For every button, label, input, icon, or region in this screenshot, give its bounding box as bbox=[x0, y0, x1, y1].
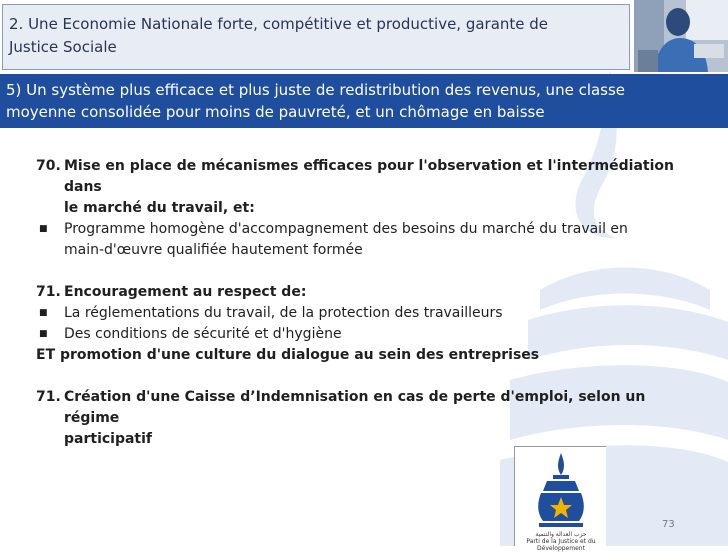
spacer bbox=[36, 261, 696, 282]
banner-line2: moyenne consolidée pour moins de pauvreté, et un chômage en baisse bbox=[6, 103, 545, 121]
square-bullet-icon: ■ bbox=[39, 329, 48, 339]
logo-caption-ar: حزب العدالة والتنمية bbox=[535, 531, 587, 538]
page-number: 73 bbox=[662, 519, 675, 530]
logo-caption-fr: Parti de la Justice et du Développement bbox=[526, 538, 596, 552]
bullet-text-line2: main-d'œuvre qualifiée hautement formée bbox=[64, 242, 363, 258]
item-text bbox=[64, 156, 696, 219]
item-footer-text: ET promotion d'une culture du dialogue au sein des entreprises bbox=[36, 347, 540, 363]
worker-photo-icon bbox=[634, 0, 728, 72]
lamp-logo-icon bbox=[515, 447, 607, 531]
logo-caption bbox=[515, 531, 607, 552]
item-text-line2: participatif bbox=[64, 431, 153, 447]
item-text-line1: Création d'une Caisse d’Indemnisation en cas de perte d'emploi, selon un régime bbox=[64, 389, 646, 426]
list-item-71b bbox=[36, 387, 696, 450]
bullet-item bbox=[36, 303, 696, 324]
slide-title-line1: 2. Une Economie Nationale forte, compétitive et productive, garante de bbox=[9, 15, 549, 33]
list-item-71 bbox=[36, 282, 696, 303]
header-photo bbox=[634, 0, 728, 72]
slide-content bbox=[36, 156, 696, 450]
bullet-item bbox=[36, 324, 696, 345]
section-banner bbox=[0, 74, 728, 128]
square-bullet-icon: ■ bbox=[39, 308, 48, 318]
bullet-text: La réglementations du travail, de la protection des travailleurs bbox=[64, 305, 503, 321]
square-bullet-icon: ■ bbox=[39, 224, 48, 234]
bullet-text-line1: Programme homogène d'accompagnement des besoins du marché du travail en bbox=[64, 221, 628, 237]
item-number: 71. bbox=[36, 284, 61, 300]
party-logo bbox=[514, 446, 606, 552]
slide-title-box bbox=[2, 4, 630, 70]
item-number: 71. bbox=[36, 389, 61, 405]
item-text-line1: Mise en place de mécanismes efficaces pour l'observation et l'intermédiation dans bbox=[64, 158, 674, 195]
item-text: Encouragement au respect de: bbox=[64, 284, 307, 300]
bullet-text bbox=[64, 219, 628, 261]
banner-line1: 5) Un système plus efficace et plus juste de redistribution des revenus, une classe bbox=[6, 81, 626, 99]
item-number: 70. bbox=[36, 158, 61, 174]
bullet-item bbox=[36, 219, 696, 261]
item-text-line2: le marché du travail, et: bbox=[64, 200, 255, 216]
list-item-70 bbox=[36, 156, 696, 219]
item-text bbox=[64, 387, 696, 450]
spacer bbox=[36, 366, 696, 387]
bullet-text: Des conditions de sécurité et d'hygiène bbox=[64, 326, 342, 342]
slide-title-line2: Justice Sociale bbox=[9, 38, 117, 56]
